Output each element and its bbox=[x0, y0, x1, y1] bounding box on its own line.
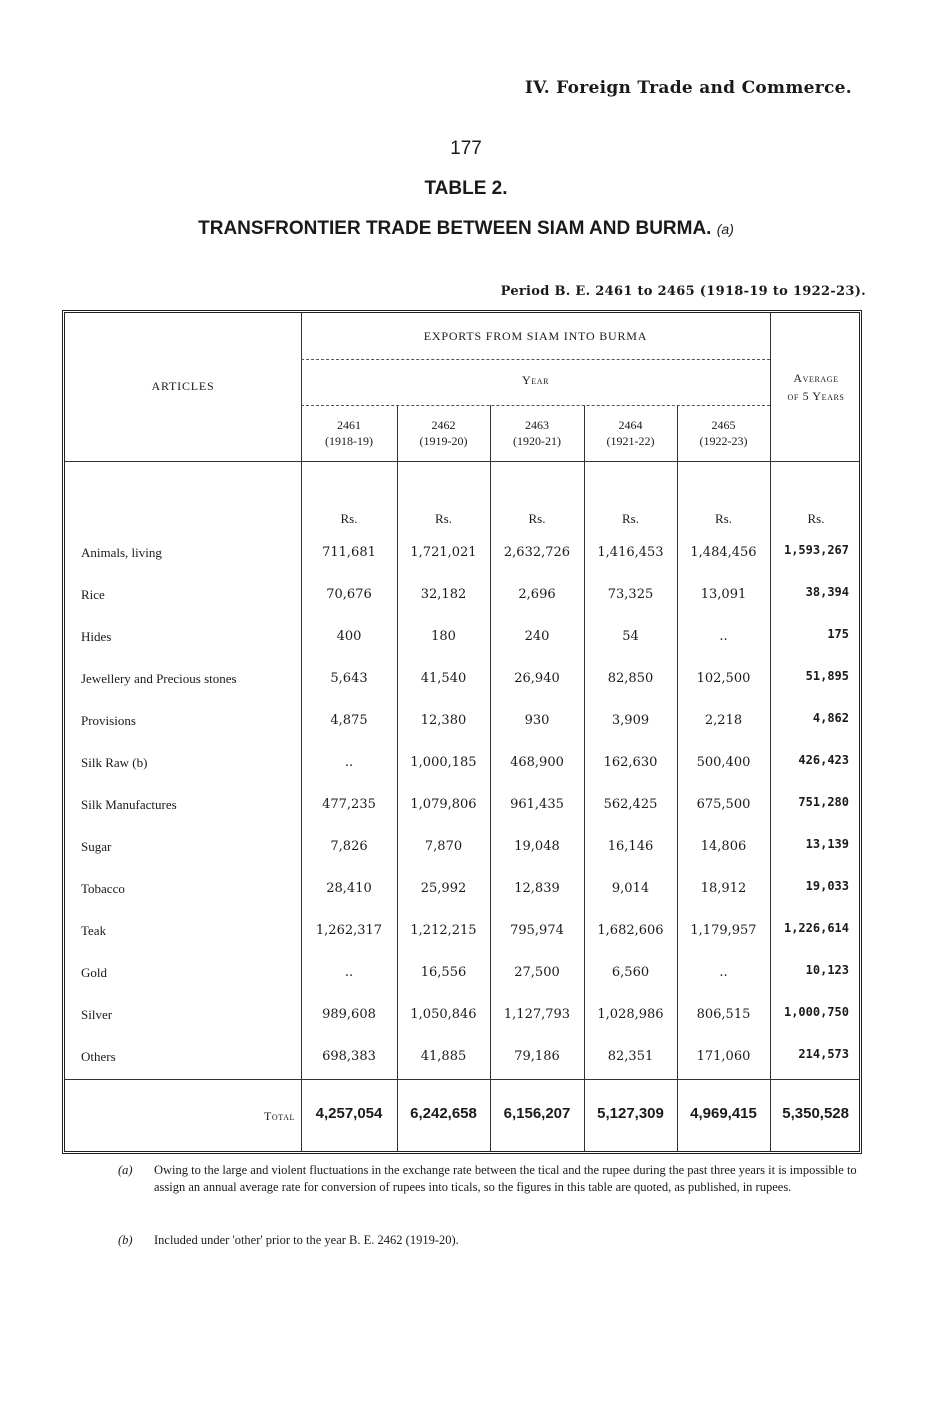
article-name: Tobacco bbox=[81, 881, 125, 896]
year-column-header bbox=[301, 417, 397, 449]
section-heading: IV. Foreign Trade and Commerce. bbox=[524, 78, 852, 98]
value-cell: 1,262,317 bbox=[315, 923, 383, 938]
total-average-cell: 5,350,528 bbox=[782, 1105, 849, 1122]
page-number: 177 bbox=[450, 138, 482, 159]
average-cell: 175 bbox=[827, 627, 849, 641]
average-header-line1: Average bbox=[793, 371, 839, 385]
year-be: 2462 bbox=[431, 418, 456, 432]
value-cell: 468,900 bbox=[510, 755, 564, 770]
row-divider bbox=[301, 405, 770, 406]
year-ad: (1921-22) bbox=[606, 434, 655, 448]
year-column-header bbox=[677, 417, 770, 449]
year-ad: (1922-23) bbox=[699, 434, 748, 448]
year-be: 2465 bbox=[711, 418, 736, 432]
value-cell: 26,940 bbox=[514, 671, 560, 686]
unit-label: Rs. bbox=[528, 511, 546, 526]
unit-label: Rs. bbox=[715, 511, 732, 526]
value-cell: 562,425 bbox=[603, 797, 658, 812]
article-name: Jewellery and Precious stones bbox=[81, 671, 237, 686]
footnote-mark: (a) bbox=[118, 1163, 133, 1177]
article-name: Rice bbox=[81, 587, 105, 602]
year-be: 2461 bbox=[337, 418, 361, 432]
unit-label: Rs. bbox=[622, 511, 639, 526]
value-cell: 477,235 bbox=[322, 797, 376, 812]
value-cell: 25,992 bbox=[420, 881, 467, 896]
value-cell: 2,218 bbox=[704, 713, 743, 728]
value-cell: 18,912 bbox=[700, 881, 747, 896]
value-cell: 1,484,456 bbox=[690, 545, 757, 560]
value-cell: 1,127,793 bbox=[503, 1007, 571, 1022]
article-name: Silk Manufactures bbox=[81, 797, 177, 812]
footnote bbox=[118, 1232, 858, 1292]
value-cell: 500,400 bbox=[696, 755, 751, 770]
value-cell: 12,380 bbox=[420, 713, 467, 728]
value-cell: 806,515 bbox=[696, 1007, 751, 1022]
value-cell: 9,014 bbox=[611, 881, 650, 896]
value-cell: 3,909 bbox=[611, 713, 650, 728]
value-cell: 711,681 bbox=[322, 545, 376, 560]
value-cell: 400 bbox=[336, 629, 362, 644]
article-name: Hides bbox=[81, 629, 112, 644]
title-note: (a) bbox=[716, 221, 734, 237]
value-cell: 1,079,806 bbox=[410, 797, 477, 812]
value-cell: 7,870 bbox=[424, 839, 463, 854]
value-cell: 1,682,606 bbox=[597, 923, 664, 938]
value-cell: .. bbox=[719, 965, 728, 980]
value-cell: .. bbox=[719, 629, 728, 644]
value-cell: 13,091 bbox=[700, 587, 747, 602]
total-value-cell: 6,156,207 bbox=[503, 1105, 571, 1122]
average-cell: 38,394 bbox=[805, 585, 849, 599]
row-divider bbox=[301, 359, 770, 360]
average-cell: 4,862 bbox=[812, 711, 849, 725]
value-cell: 961,435 bbox=[510, 797, 564, 812]
total-value-cell: 5,127,309 bbox=[597, 1105, 664, 1122]
table-label: TABLE 2. bbox=[424, 178, 508, 199]
value-cell: 27,500 bbox=[514, 965, 560, 980]
value-cell: 795,974 bbox=[510, 923, 564, 938]
value-cell: 1,028,986 bbox=[597, 1007, 664, 1022]
row-divider bbox=[65, 461, 859, 462]
title-text: TRANSFRONTIER TRADE BETWEEN SIAM AND BURMA. bbox=[198, 218, 712, 239]
average-cell: 51,895 bbox=[805, 669, 849, 683]
value-cell: 5,643 bbox=[330, 671, 368, 686]
value-cell: 70,676 bbox=[326, 587, 372, 602]
year-ad: (1918-19) bbox=[325, 434, 373, 448]
average-cell: 214,573 bbox=[798, 1047, 849, 1061]
average-cell: 10,123 bbox=[805, 963, 849, 977]
table-title bbox=[0, 218, 932, 240]
value-cell: 12,839 bbox=[514, 881, 560, 896]
article-name: Sugar bbox=[81, 839, 112, 854]
value-cell: 1,000,185 bbox=[410, 755, 477, 770]
value-cell: 1,721,021 bbox=[410, 545, 477, 560]
value-cell: 19,048 bbox=[514, 839, 560, 854]
articles-header: ARTICLES bbox=[151, 379, 215, 393]
average-cell: 1,593,267 bbox=[783, 543, 849, 557]
article-name: Silver bbox=[81, 1007, 113, 1022]
value-cell: 171,060 bbox=[696, 1049, 751, 1064]
value-cell: 82,850 bbox=[607, 671, 654, 686]
average-cell: 1,000,750 bbox=[783, 1005, 849, 1019]
unit-label: Rs. bbox=[435, 511, 452, 526]
value-cell: 162,630 bbox=[603, 755, 658, 770]
total-value-cell: 4,257,054 bbox=[315, 1105, 383, 1122]
value-cell: 41,540 bbox=[420, 671, 467, 686]
value-cell: .. bbox=[344, 755, 354, 770]
value-cell: 180 bbox=[431, 629, 456, 644]
period-line: Period B. E. 2461 to 2465 (1918-19 to 1922-23). bbox=[500, 284, 866, 299]
value-cell: 675,500 bbox=[696, 797, 751, 812]
value-cell: 79,186 bbox=[514, 1049, 560, 1064]
value-cell: 989,608 bbox=[322, 1007, 376, 1022]
year-header: Year bbox=[521, 373, 550, 387]
year-be: 2463 bbox=[525, 418, 549, 432]
year-ad: (1919-20) bbox=[419, 434, 468, 448]
value-cell: 1,179,957 bbox=[690, 923, 757, 938]
average-header-line2: of 5 Years bbox=[787, 389, 845, 403]
value-cell: 14,806 bbox=[700, 839, 747, 854]
value-cell: 102,500 bbox=[696, 671, 751, 686]
value-cell: 1,416,453 bbox=[597, 545, 664, 560]
article-name: Gold bbox=[81, 965, 107, 980]
value-cell: 698,383 bbox=[322, 1049, 376, 1064]
value-cell: 7,826 bbox=[330, 839, 368, 854]
unit-label: Rs. bbox=[340, 511, 358, 526]
value-cell: 240 bbox=[524, 629, 550, 644]
footnote bbox=[118, 1162, 858, 1222]
value-cell: 1,050,846 bbox=[410, 1007, 477, 1022]
average-cell: 13,139 bbox=[805, 837, 849, 851]
value-cell: 73,325 bbox=[607, 587, 654, 602]
article-name: Animals, living bbox=[81, 545, 162, 560]
col-divider bbox=[770, 313, 771, 1151]
average-cell: 751,280 bbox=[798, 795, 849, 809]
footnote-mark: (b) bbox=[118, 1233, 133, 1247]
value-cell: 16,146 bbox=[607, 839, 654, 854]
total-value-cell: 6,242,658 bbox=[410, 1105, 477, 1122]
average-cell: 19,033 bbox=[805, 879, 849, 893]
trade-table bbox=[62, 310, 862, 1154]
value-cell: 4,875 bbox=[330, 713, 368, 728]
value-cell: 930 bbox=[524, 713, 550, 728]
average-cell: 1,226,614 bbox=[783, 921, 849, 935]
exports-header: EXPORTS FROM SIAM INTO BURMA bbox=[423, 329, 648, 343]
value-cell: 1,212,215 bbox=[410, 923, 477, 938]
value-cell: 6,560 bbox=[611, 965, 650, 980]
value-cell: 16,556 bbox=[420, 965, 467, 980]
value-cell: 2,696 bbox=[518, 587, 556, 602]
value-cell: 41,885 bbox=[420, 1049, 467, 1064]
footnote-text: Included under 'other' prior to the year B. E. 2462 (1919-20). bbox=[154, 1233, 459, 1247]
value-cell: 2,632,726 bbox=[503, 545, 571, 560]
value-cell: 32,182 bbox=[420, 587, 467, 602]
article-name: Others bbox=[81, 1049, 116, 1064]
value-cell: 82,351 bbox=[607, 1049, 654, 1064]
article-name: Provisions bbox=[81, 713, 136, 728]
value-cell: 28,410 bbox=[326, 881, 372, 896]
value-cell: .. bbox=[344, 965, 354, 980]
value-cell: 54 bbox=[622, 629, 639, 644]
article-name: Teak bbox=[81, 923, 107, 938]
total-label: Total bbox=[263, 1109, 295, 1123]
footnote-text: Owing to the large and violent fluctuations in the exchange rate between the tical and the rupee during the past three years it is impossible to assign an annual average rate for conversion of rupees into ticals, so the figures in this table are quoted, as published, in rupees. bbox=[154, 1163, 857, 1194]
year-be: 2464 bbox=[618, 418, 643, 432]
average-cell: 426,423 bbox=[798, 753, 849, 767]
year-column-header bbox=[397, 417, 490, 449]
total-value-cell: 4,969,415 bbox=[690, 1105, 757, 1122]
year-column-header bbox=[490, 417, 584, 449]
row-divider bbox=[65, 1079, 859, 1080]
year-ad: (1920-21) bbox=[513, 434, 561, 448]
year-column-header bbox=[584, 417, 677, 449]
article-name: Silk Raw (b) bbox=[81, 755, 148, 770]
unit-label: Rs. bbox=[807, 511, 825, 526]
